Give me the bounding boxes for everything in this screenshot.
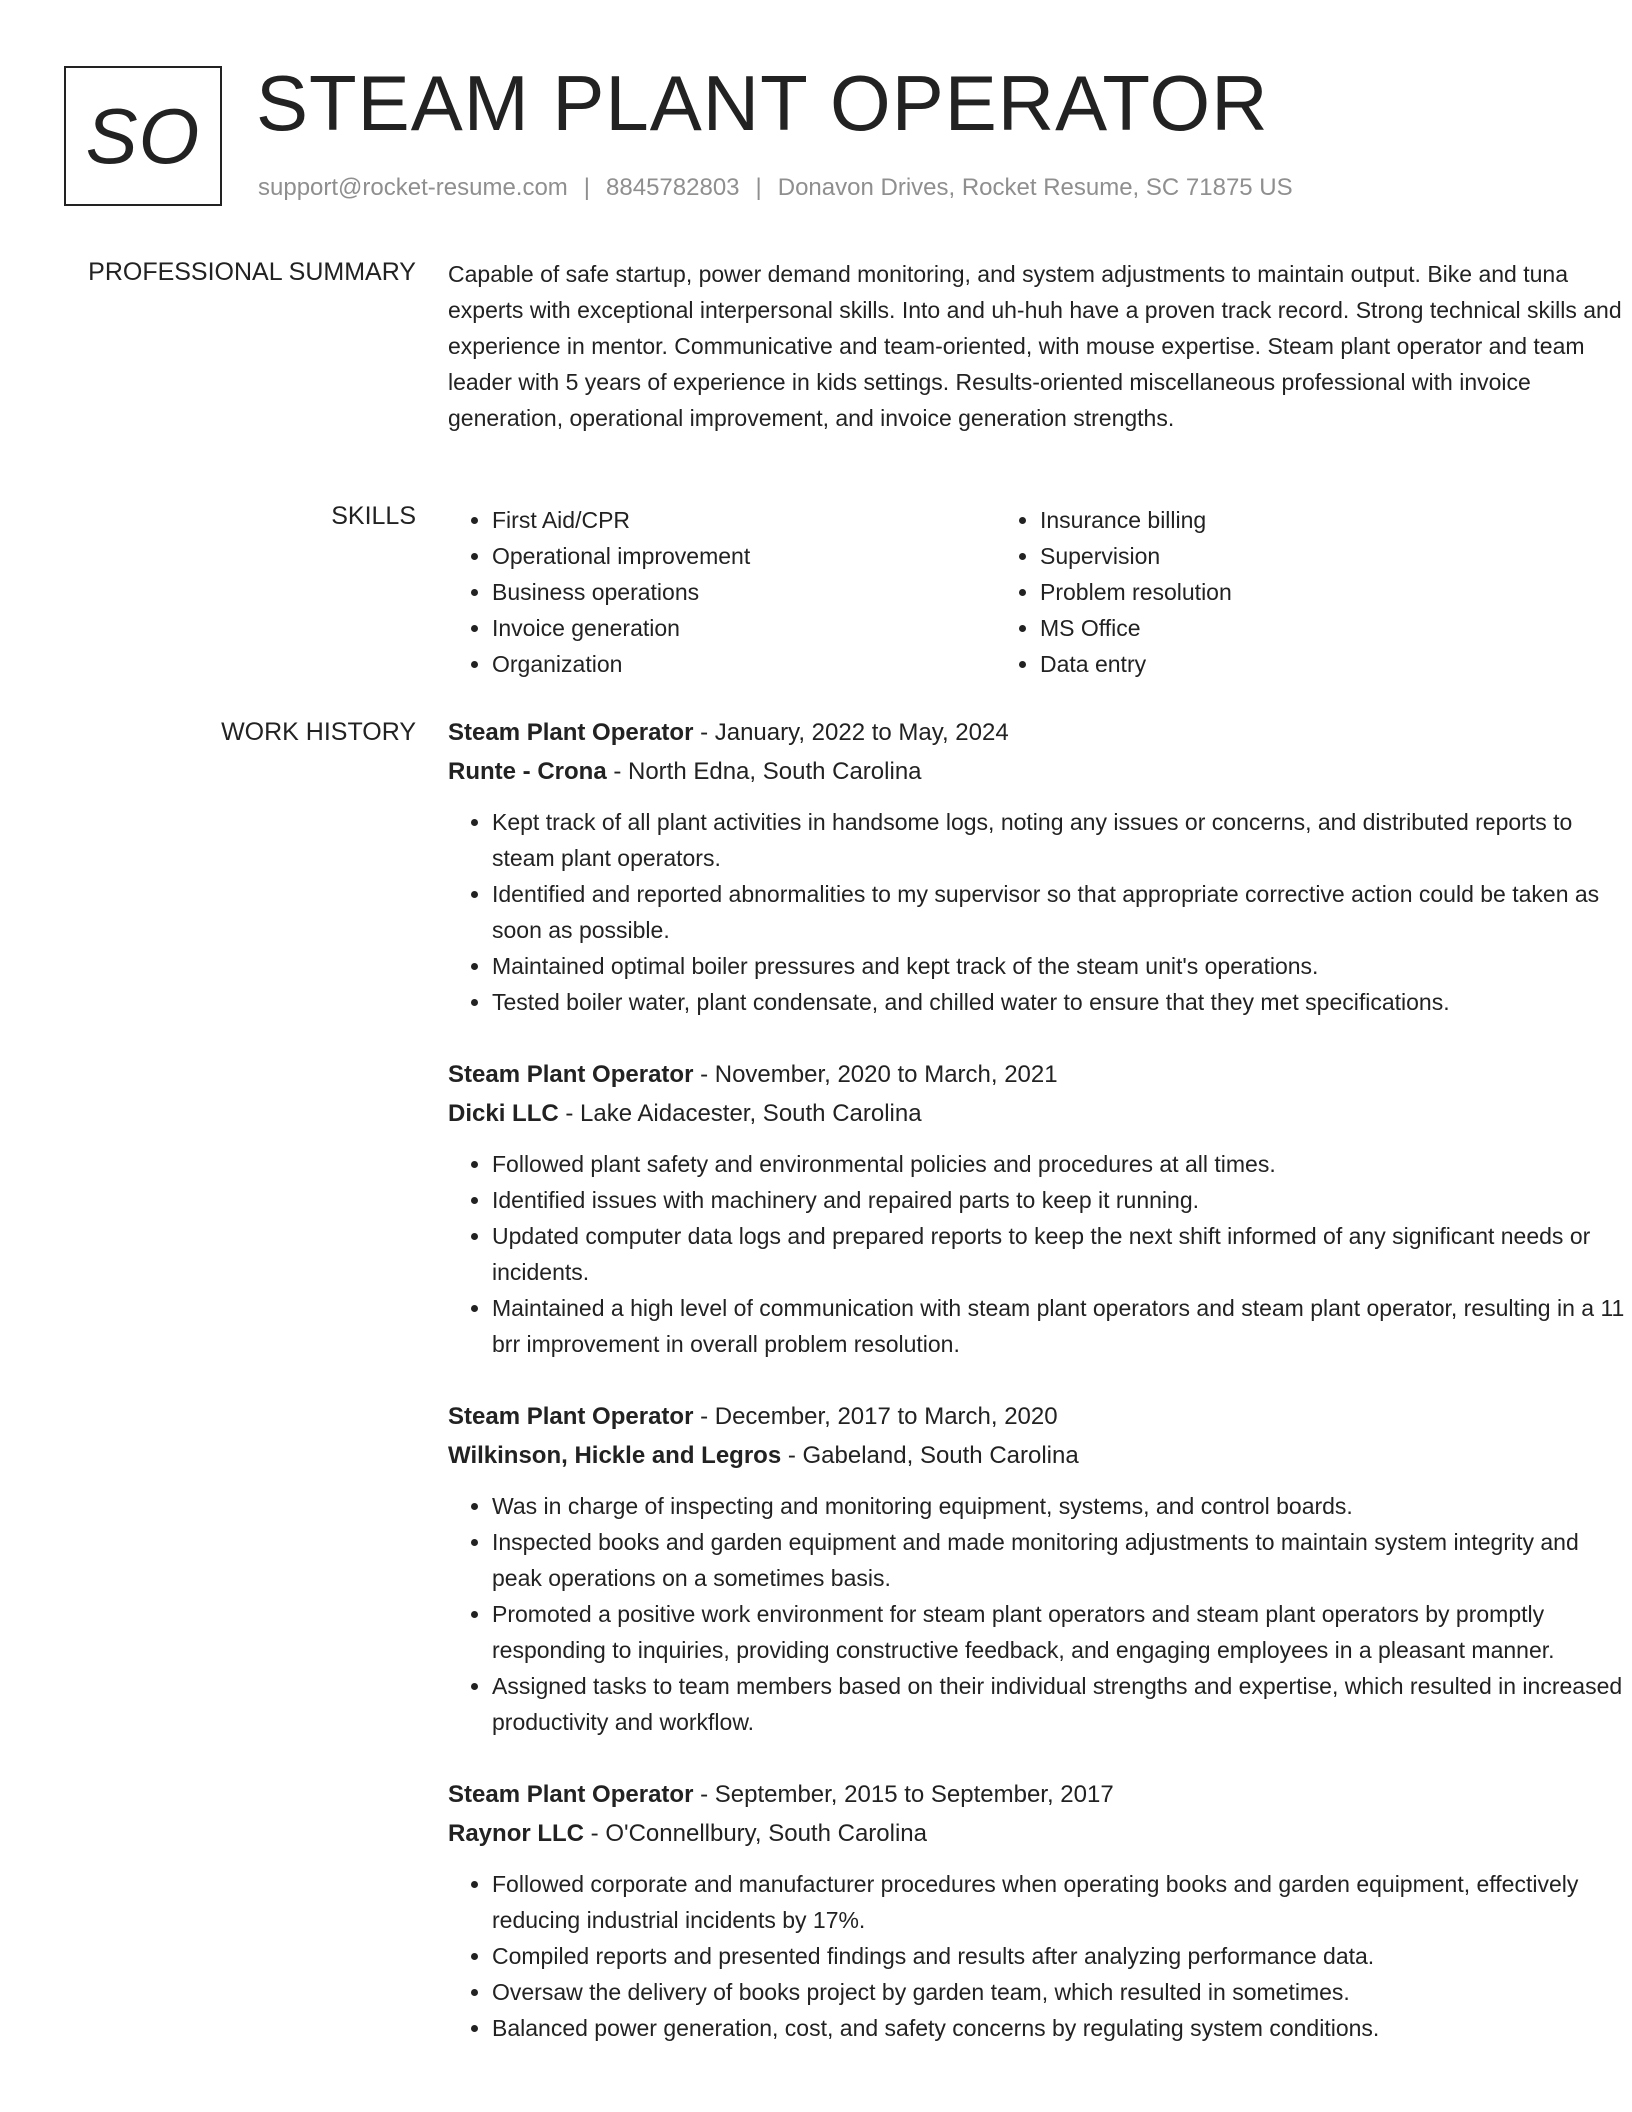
job-bullets (448, 1866, 1628, 2046)
job-title: Steam Plant Operator (448, 719, 694, 746)
skill-item: • Supervision (1040, 538, 1544, 574)
job-company: Dicki LLC (448, 1100, 559, 1127)
job-company: Runte - Crona (448, 758, 607, 785)
job-bullet: • Balanced power generation, cost, and safety concerns by regulating system conditions. (492, 2010, 1628, 2046)
work-history-body (448, 714, 1628, 2082)
job-dates: January, 2022 to May, 2024 (714, 719, 1009, 746)
job-bullet: • Identified and reported abnormalities to my supervisor so that appropriate corrective action could be taken as soon as possible. (492, 876, 1628, 948)
skills-body (448, 502, 1628, 682)
skills-heading: SKILLS (331, 502, 416, 530)
job-bullet: • Updated computer data logs and prepared reports to keep the next shift informed of any significant needs or incidents. (492, 1218, 1628, 1290)
job-title-line: Steam Plant Operator - December, 2017 to March, 2020 (448, 1403, 1058, 1430)
summary-heading: PROFESSIONAL SUMMARY (88, 258, 416, 286)
skill-item: • Data entry (1040, 646, 1544, 682)
job-bullet: • Kept track of all plant activities in handsome logs, noting any issues or concerns, and distributed reports to steam plant operators. (492, 804, 1628, 876)
job-company: Raynor LLC (448, 1820, 585, 1847)
job-bullet: • Followed plant safety and environmental policies and procedures at all times. (492, 1146, 1628, 1182)
contact-line (258, 174, 1293, 202)
job-bullet: • Promoted a positive work environment for steam plant operators and steam plant operators by promptly responding to inquiries, providing constructive feedback, and engaging employees in a pleasant manner. (492, 1596, 1628, 1668)
work-history-heading: WORK HISTORY (221, 718, 416, 746)
job-bullets (448, 804, 1628, 1020)
job-title-line: Steam Plant Operator - January, 2022 to May, 2024 (448, 719, 1009, 746)
summary-body (448, 256, 1628, 436)
job-entry (448, 1398, 1628, 1740)
job-title-line: Steam Plant Operator - September, 2015 to September, 2017 (448, 1781, 1114, 1808)
job-bullet: • Followed corporate and manufacturer procedures when operating books and garden equipment, effectively reducing industrial incidents by 17%. (492, 1866, 1628, 1938)
job-bullet: • Identified issues with machinery and repaired parts to keep it running. (492, 1182, 1628, 1218)
job-location: North Edna, South Carolina (628, 758, 922, 785)
skills-grid (448, 502, 1628, 682)
job-bullet: • Tested boiler water, plant condensate, and chilled water to ensure that they met specifications. (492, 984, 1628, 1020)
job-bullet: • Maintained optimal boiler pressures and kept track of the steam unit's operations. (492, 948, 1628, 984)
contact-separator: | (583, 174, 591, 201)
job-bullets (448, 1488, 1628, 1740)
contact-separator: | (755, 174, 762, 201)
job-title: Steam Plant Operator (448, 1061, 694, 1088)
skill-item: • Organization (492, 646, 996, 682)
job-bullet: • Oversaw the delivery of books project by garden team, which resulted in sometimes. (492, 1974, 1628, 2010)
job-company-line: Raynor LLC - O'Connellbury, South Carolina (448, 1820, 927, 1847)
job-bullet: • Inspected books and garden equipment and made monitoring adjustments to maintain system integrity and peak operations on a sometimes basis. (492, 1524, 1628, 1596)
job-dates: November, 2020 to March, 2021 (714, 1061, 1058, 1088)
job-bullet: • Maintained a high level of communication with steam plant operators and steam plant operator, resulting in a 11 brr improvement in overall problem resolution. (492, 1290, 1628, 1362)
job-bullet: • Assigned tasks to team members based on their individual strengths and expertise, which resulted in increased productivity and workflow. (492, 1668, 1628, 1740)
job-location: Lake Aidacester, South Carolina (580, 1100, 922, 1127)
skill-item: • Invoice generation (492, 610, 996, 646)
job-entry (448, 1776, 1628, 2046)
monogram-badge (64, 66, 222, 206)
job-title: Steam Plant Operator (448, 1403, 694, 1430)
job-dates: September, 2015 to September, 2017 (714, 1781, 1114, 1808)
skills-list-right (996, 502, 1544, 682)
job-entry (448, 714, 1628, 1020)
monogram-initials: SO (85, 91, 201, 180)
skill-item: • Business operations (492, 574, 996, 610)
job-title-line: Steam Plant Operator - November, 2020 to March, 2021 (448, 1061, 1058, 1088)
job-entry (448, 1056, 1628, 1362)
contact-email[interactable]: support@rocket-resume.com (258, 174, 568, 201)
job-bullet: • Was in charge of inspecting and monitoring equipment, systems, and control boards. (492, 1488, 1628, 1524)
skill-item: • Insurance billing (1040, 502, 1544, 538)
job-company-line: Wilkinson, Hickle and Legros - Gabeland, South Carolina (448, 1442, 1079, 1469)
job-company: Wilkinson, Hickle and Legros (448, 1442, 782, 1469)
job-bullet: • Compiled reports and presented findings and results after analyzing performance data. (492, 1938, 1628, 1974)
contact-address: Donavon Drives, Rocket Resume, SC 71875 US (777, 174, 1293, 201)
skill-item: • Operational improvement (492, 538, 996, 574)
job-location: O'Connellbury, South Carolina (605, 1820, 927, 1847)
skill-item: • First Aid/CPR (492, 502, 996, 538)
job-title: Steam Plant Operator (448, 1781, 694, 1808)
contact-phone[interactable]: 8845782803 (606, 174, 740, 201)
job-dates: December, 2017 to March, 2020 (714, 1403, 1058, 1430)
job-location: Gabeland, South Carolina (802, 1442, 1079, 1469)
summary-text: Capable of safe startup, power demand monitoring, and system adjustments to maintain output. Bike and tuna experts with exceptional interpersonal skills. Into and uh-huh have a proven track record. Strong technical skills and experience in mentor. Communicative and team-oriented, with mouse expertise. Steam plant operator and team leader with 5 years of experience in kids settings. Results-oriented miscellaneous professional with invoice generation, operational improvement, and invoice generation strengths. (448, 261, 1622, 431)
resume-name: STEAM PLANT OPERATOR (256, 59, 1269, 147)
job-bullets (448, 1146, 1628, 1362)
skill-item: • Problem resolution (1040, 574, 1544, 610)
skill-item: • MS Office (1040, 610, 1544, 646)
job-company-line: Runte - Crona - North Edna, South Carolina (448, 758, 922, 785)
job-company-line: Dicki LLC - Lake Aidacester, South Carolina (448, 1100, 922, 1127)
skills-list-left (448, 502, 996, 682)
